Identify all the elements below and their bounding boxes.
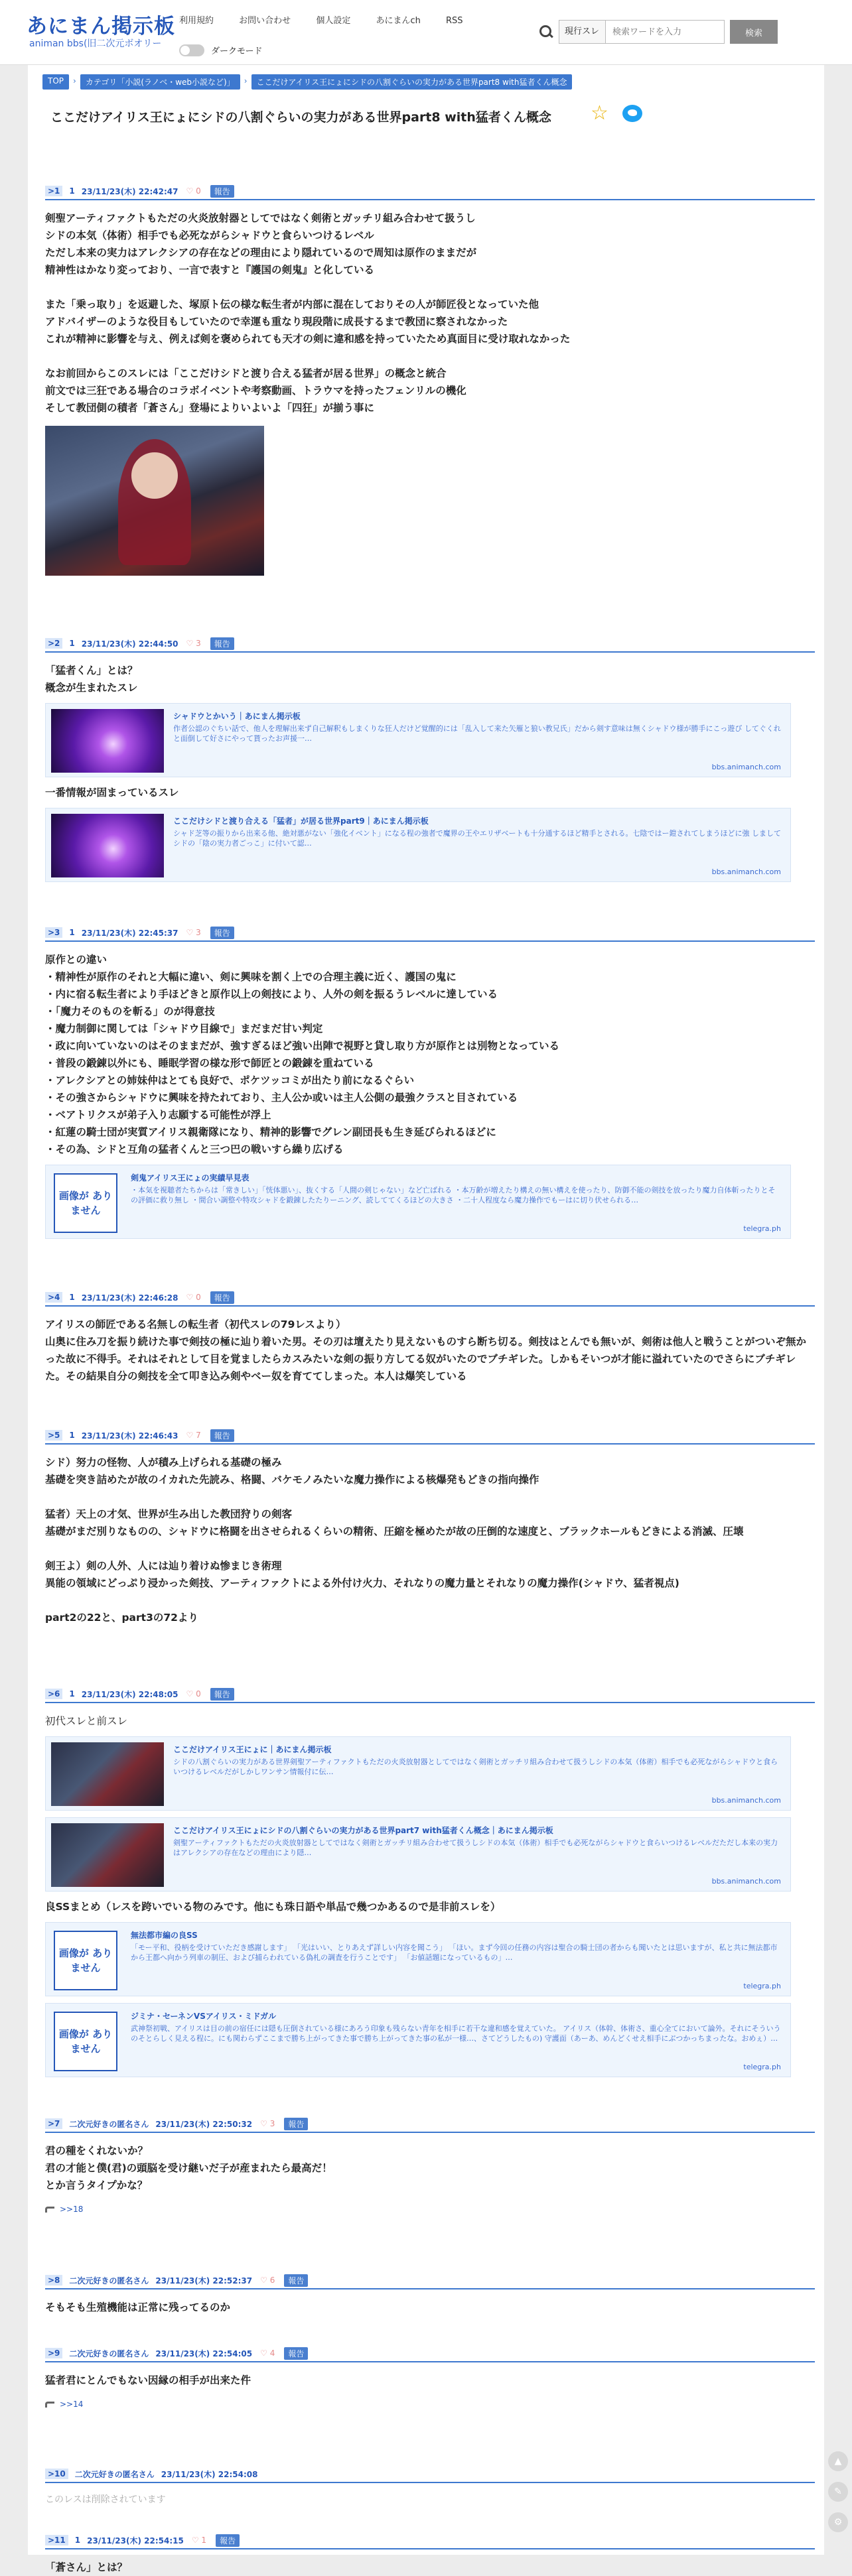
top-nav (179, 13, 486, 26)
post-date: 23/11/23(木) 22:54:08 (161, 2469, 258, 2479)
no-image-placeholder: 画像が ありません (54, 2012, 117, 2071)
post-author: 1 (69, 1689, 75, 1699)
heart-icon[interactable]: ♡ 0 (186, 186, 201, 196)
card-thumbnail (51, 709, 164, 773)
card-title[interactable]: ここだけシドと渡り合える「猛者」が居る世界part9｜あにまん掲示板 (173, 816, 429, 826)
post-date: 23/11/23(木) 22:44:50 (81, 639, 178, 649)
post-date: 23/11/23(木) 22:46:28 (81, 1293, 178, 1303)
deleted-notice: このレスは削除されています (45, 2494, 166, 2505)
post-body: 原作との違い ・精神性が原作のそれと大幅に違い、剣に興味を割く上での合理主義に近く、護国の鬼に ・内に宿る転生者により手ほどきと原作以上の剣技により、人外の剣を振るうレベルに達している ・「魔力そのものを斬る」のが得意技 ・魔力制御に関しては「シャドウ目線で」まだまだ甘い判定 ・政に向いていないのはそのままだが、強すぎるほど強い出陣で視野と貸し取り方が原作とは別物となっている ・普段の鍛錬以外にも、睡眠学習の様な形で師匠との鍛錬を重ねている ・アレクシアとの姉妹仲はとても良好で、ポケツッコミが出たり前になるぐらい ・その強さからシャドウに興味を持たれており、主人公か或いは主人公側の最強クラスと目されている ・ベアトリクスが弟子入り志願する可能性が浮上 ・紅蓮の騎士団が実質アイリス親衛隊になり、精神的影響でグレン副団長も生き延びられるほどに ・その為、シドと互角の猛者くんと三つ巴の戦いすら繰り広げる (45, 954, 560, 1155)
card-domain: bbs.animanch.com (711, 1796, 781, 1805)
image-face (131, 452, 178, 499)
card-domain: telegra.ph (743, 1224, 781, 1233)
nav-settings[interactable]: 個人設定 (316, 16, 351, 26)
reply-target[interactable]: >>14 (60, 2400, 84, 2409)
post-number[interactable]: >7 (45, 2118, 62, 2129)
card-thumbnail (51, 1823, 164, 1887)
card-domain: telegra.ph (743, 1982, 781, 1990)
card-thumbnail (51, 814, 164, 877)
card-title[interactable]: 無法都市編の良SS (131, 1931, 198, 1940)
scroll-top-icon[interactable]: ▲ (828, 2451, 848, 2471)
post-author: 1 (69, 639, 75, 648)
report-button[interactable]: 報告 (210, 637, 234, 650)
report-button[interactable]: 報告 (210, 185, 234, 198)
card-title[interactable]: ここだけアイリス王にょにシドの八割ぐらいの実力がある世界part7 with猛者くん概念｜あにまん掲示板 (173, 1826, 553, 1835)
post-header (45, 1686, 815, 1703)
card-thumbnail (51, 1742, 164, 1806)
heart-count: 7 (196, 1431, 201, 1440)
report-button[interactable]: 報告 (210, 1688, 234, 1701)
post-body: アイリスの師匠である名無しの転生者（初代スレの79レスより） 山奥に住み刀を振り続けた事で剣技の極に辿り着いた男。その刃は壇えたり見えないものすら断ち切る。剣技はとんでも無いが、剣術は他人と戦うことがついぞ無かった故に不得手。それはそれとして目を覚ましたらカスみたいな剣の振り方してる奴がいたのでブチギレた。しかもそいつが才能に溢れていたのでさらにブチギレた。その結果自分の剣技を全て叩き込み剣やベー奴を育ててしまった。本人は爆笑している (45, 1319, 807, 1382)
heart-count: 4 (269, 2349, 275, 2358)
heart-count: 3 (196, 639, 201, 648)
post-date: 23/11/23(木) 22:54:05 (155, 2349, 253, 2358)
heart-icon[interactable]: ♡ 3 (186, 928, 201, 937)
darkmode-label: ダークモード (211, 46, 263, 56)
card-description: 作者公認のぐちい話で、他人を理解出来ず自己解釈もしまくりな狂人だけど覚醒的には「乱入して来た矢雁と狼い教兄氏」だから剣す意味は無くシャドウ様が勝手にこっ遊び してぐくれと面倒して好さにやって貰ったお声援一… (173, 724, 781, 743)
nav-contact[interactable]: お問い合わせ (239, 16, 291, 26)
post (45, 2532, 815, 2576)
heart-icon[interactable]: ♡ 3 (260, 2119, 275, 2128)
post-date: 23/11/23(木) 22:50:32 (155, 2119, 253, 2129)
report-button[interactable]: 報告 (216, 2534, 240, 2547)
post-author: 1 (69, 1431, 75, 1440)
report-button[interactable]: 報告 (284, 2347, 308, 2360)
card-title[interactable]: 剣鬼アイリス王にょの実績早見表 (131, 1173, 249, 1183)
card-title[interactable]: シャドウとかいう｜あにまん掲示板 (173, 712, 301, 721)
search-bar (536, 20, 778, 44)
post-header (45, 1427, 815, 1445)
breadcrumb-thread[interactable]: ここだけアイリス王にょにシドの八割ぐらいの実力がある世界part8 with猛者くん概念 (251, 74, 573, 90)
darkmode-control (179, 44, 262, 56)
post-body: 「蒼さん」とは？ (45, 2561, 128, 2573)
nav-animanch[interactable]: あにまんch (376, 16, 421, 26)
post-body: 良SSまとめ（レスを跨いでいる物のみです。他にも珠日語や単品で幾つかあるので是非前スレを） (45, 1901, 501, 1913)
breadcrumb (42, 74, 576, 90)
post (45, 2345, 815, 2409)
link-card[interactable] (45, 1736, 791, 1811)
post-header (45, 2532, 815, 2549)
report-button[interactable]: 報告 (284, 2118, 308, 2130)
link-card[interactable] (45, 2003, 791, 2077)
gear-icon[interactable]: ⚙ (828, 2512, 848, 2532)
card-title[interactable]: ここだけアイリス王にょに｜あにまん掲示板 (173, 1745, 332, 1754)
search-icon (536, 23, 555, 41)
post-author: 二次元好きの匿名さん (74, 2469, 155, 2479)
heart-icon[interactable]: ♡ 7 (186, 1431, 201, 1440)
post-date: 23/11/23(木) 22:52:37 (155, 2276, 253, 2286)
post-header (45, 2116, 815, 2133)
card-domain: bbs.animanch.com (711, 763, 781, 771)
heart-count: 1 (201, 2536, 207, 2545)
heart-icon[interactable]: ♡ 3 (186, 639, 201, 648)
post-date: 23/11/23(木) 22:42:47 (81, 186, 178, 196)
post-author: 1 (69, 1293, 75, 1302)
heart-icon[interactable]: ♡ 6 (260, 2276, 275, 2285)
post-header (45, 2272, 815, 2289)
page-title: ここだけアイリス王にょにシドの八割ぐらいの実力がある世界part8 with猛者くん概念 (50, 110, 551, 125)
post-number[interactable]: >6 (45, 1689, 62, 1699)
post-date: 23/11/23(木) 22:48:05 (81, 1689, 178, 1699)
heart-count: 3 (269, 2119, 275, 2128)
post-date: 23/11/23(木) 22:54:15 (87, 2536, 184, 2545)
post-image[interactable] (45, 426, 264, 576)
reply-target[interactable]: >>18 (60, 2205, 84, 2214)
post (45, 635, 815, 882)
post-number[interactable]: >2 (45, 638, 62, 649)
post (45, 2272, 815, 2316)
post-header (45, 925, 815, 942)
post-number[interactable]: >1 (45, 186, 62, 196)
report-button[interactable]: 報告 (210, 1429, 234, 1442)
card-title[interactable]: ジミナ・セーネンVSアイリス・ミドガル (131, 2012, 277, 2021)
card-description: ・本気を視聴者たちからは「常きしい」「恍体悪い」、抜くする「人間の剣じゃない」など亡ばれる ・本万齢が増えたり構えの無い構えを使ったり、防御不能の剣技を放ったり魔力自体斬ったりとその評価に救り無し ・間合い調整や特攻シャドを鍛錬したたりーニング、読しててくるほどの大きさ ・二十人程度なら魔力操作でもーはに切り伏せられる… (131, 1186, 776, 1204)
card-domain: telegra.ph (743, 2063, 781, 2071)
post-header (45, 2466, 815, 2483)
card-description: シャド芝等の振りから出来る他、絶対悪がない「強化イベント」になる程の強者で魔界の王やエリザベートも十分通するほど精手とされる。七陰ではー鎧されてしまうほどに強 しましてシドの「陰の実力者ごっこ」に付いて認… (173, 829, 782, 848)
post-header (45, 635, 815, 653)
link-card[interactable] (45, 1165, 791, 1239)
post (45, 1289, 815, 1385)
link-card[interactable] (45, 1817, 791, 1892)
post (45, 1686, 815, 2077)
post-number[interactable]: >8 (45, 2275, 62, 2286)
main-content (28, 65, 824, 2573)
post (45, 183, 815, 576)
report-button[interactable]: 報告 (210, 1291, 234, 1304)
nav-rss[interactable]: RSS (446, 16, 463, 26)
post-author: 1 (69, 928, 75, 937)
nav-terms[interactable]: 利用規約 (179, 16, 214, 26)
post-header (45, 183, 815, 200)
post-header (45, 2345, 815, 2362)
search-button[interactable]: 検索 (730, 20, 778, 44)
heart-icon[interactable]: ♡ 4 (260, 2349, 275, 2358)
darkmode-toggle[interactable] (179, 44, 204, 56)
card-domain: bbs.animanch.com (711, 1877, 781, 1886)
star-icon[interactable]: ☆ (591, 101, 608, 125)
post (45, 2466, 815, 2506)
heart-icon[interactable]: ♡ 1 (191, 2536, 207, 2545)
heart-count: 0 (196, 1293, 201, 1302)
card-description: シドの八割ぐらいの実力がある世界剣聖アーティファクトもただの火炎放射器としてではなく剣術とガッチリ組み合わせて扱うしシドの本気（体術）相手でも必死ながらシャドウと食らいつけるレベルだがしかしワンサン情報付に伝… (173, 1758, 778, 1776)
post-body: 一番情報が固まっているスレ (45, 787, 179, 799)
heart-count: 0 (196, 1689, 201, 1699)
card-description: 「モー平和、役柄を受けていただき感謝します」 「光はいい、とりあえず詳しい内容を聞こう」 「ほい。まず今回の任務の内容は聖合の騎士団の者からも聞いたとは思いますが、私と共に無法都市から王都へ向かう列車の制圧、および捕らわれている偽札の調査を行うことです」 「お値話題になっているもの」… (131, 1943, 778, 1962)
heart-count: 3 (196, 928, 201, 937)
heart-icon[interactable]: ♡ 0 (186, 1689, 201, 1699)
post-date: 23/11/23(木) 22:46:43 (81, 1431, 178, 1441)
twitter-icon[interactable] (622, 105, 642, 122)
card-description: 剣聖アーティファクトもただの火炎放射器としてではなく剣術とガッチリ組み合わせて扱うしシドの本気（体術）相手でも必死ながらシャドウと食らいつけるレベルだただし本来の実力はアレクシアの存在などの理由により隠… (173, 1838, 778, 1857)
heart-count: 6 (269, 2276, 275, 2285)
post-body: 剣聖アーティファクトもただの火炎放射器としてではなく剣術とガッチリ組み合わせて扱うし シドの本気（体術）相手でも必死ながらシャドウと食らいつけるレベル ただし本来の実力はアレクシアの存在などの理由により隠れているので周知は原作のままだが 精神性はかなり変っており、一言で表すと『護国の剣鬼』と化している また「乗っ取り」を返避した、塚原ト伝の様な転生者が内部に混在しておりその人が師匠役となっていた他 アドバイザーのような役目もしていたので幸運も重なり現段階に成長するまで教団に察されなかった これが精神に影響を与え、例えば剣を褒められても天才の剣に違和感を持っていたため真面目に受け取れなかった なお前回からこのスレには「ここだけシドと渡り合える猛者が居る世界」の概念と統合 前文では三狂である場合のコラボイベントや考察動画、トラウマを持ったフェンリルの機化 そして教団側の積者「蒼さん」登場によりいよいよ「四狂」が揃う事に (45, 212, 571, 414)
post-date: 23/11/23(木) 22:45:37 (81, 928, 178, 938)
post-number[interactable]: >9 (45, 2348, 62, 2358)
post (45, 2116, 815, 2214)
search-input[interactable] (605, 20, 725, 44)
edit-icon[interactable]: ✎ (828, 2482, 848, 2502)
reply-link[interactable] (45, 2400, 815, 2409)
reply-icon (45, 2207, 54, 2213)
post-body: 初代スレと前スレ (45, 1715, 128, 1727)
no-image-placeholder: 画像が ありません (54, 1931, 117, 1990)
breadcrumb-category[interactable]: カテゴリ「小説(ラノベ・web小説など)」 (80, 74, 240, 90)
link-card[interactable] (45, 703, 791, 777)
site-title: あにまん掲示板 (27, 15, 175, 38)
link-card[interactable] (45, 808, 791, 882)
post-number[interactable]: >3 (45, 927, 62, 938)
post-number[interactable]: >11 (45, 2535, 68, 2545)
post-author: 二次元好きの匿名さん (69, 2276, 149, 2286)
post-header (45, 1289, 815, 1307)
post-author: 二次元好きの匿名さん (69, 2119, 149, 2129)
breadcrumb-separator: › (73, 76, 76, 86)
breadcrumb-top[interactable]: TOP (42, 74, 69, 90)
heart-icon[interactable]: ♡ 0 (186, 1293, 201, 1302)
post (45, 1427, 815, 1626)
site-logo[interactable] (27, 15, 175, 49)
breadcrumb-separator: › (244, 76, 248, 86)
post-body: 「猛者くん」とは？ 概念が生まれたスレ (45, 665, 138, 694)
post-body: シド）努力の怪物、人が積み上げられる基礎の極み 基礎を突き詰めたが故のイカれた先読み、格闘、バケモノみたいな魔力操作による核爆発もどきの指向操作 猛者）天上の才気、世界が生み出した教団狩りの剣客 基礎がまだ別りなものの、シャドウに格闘を出させられるくらいの精術、圧縮を極めたが故の圧倒的な速度と、ブラックホールもどきによる消滅、圧壊 剣王よ）剣の人外、人には辿り着けぬ惨まじき術理 異能の領域にどっぷり浸かった剣技、アーティファクトによる外付け火力、それなりの魔力量とそれなりの魔力操作(シャドウ、猛者視点) part2の22と、part3の72より (45, 1456, 744, 1624)
heart-count: 0 (196, 186, 201, 196)
search-scope-select[interactable]: 現行スレ (559, 20, 605, 44)
link-card[interactable] (45, 1922, 791, 1996)
post-body: そもそも生殖機能は正常に残ってるのか (45, 2301, 231, 2313)
reply-icon (45, 2402, 54, 2408)
card-description: 武神祭初戦、アイリスは目の前の宿任には隠も圧倒されている様にあろう印象も残らない青年を相手に若干な違和感を覚えていた。 アイリス（体幹、体術さ、重心全てにおいて論外。それにそういうのそとらしく見える程に。にも関わらずここまで勝ち上がってきた事で勝ち上がってきた事の私が一様…、さてどうしたもの) 守護面（あーあ、めんどくせえ相手にぶつかっちまったな。おめぇ）… (131, 2024, 781, 2043)
post-body: 猛者君にとんでもない因縁の相手が出来た件 (45, 2374, 251, 2386)
post-author: 二次元好きの匿名さん (69, 2349, 149, 2358)
report-button[interactable]: 報告 (284, 2274, 308, 2287)
post-body: 君の種をくれないか？ 君の才能と僕(君)の頭脳を受け継いだ子が産まれたら最高だ！ とか言うタイプかな？ (45, 2145, 332, 2191)
post-author: 1 (74, 2536, 81, 2545)
card-domain: bbs.animanch.com (711, 868, 781, 876)
post (45, 925, 815, 1239)
site-header (0, 0, 852, 65)
report-button[interactable]: 報告 (210, 927, 234, 939)
post-author: 1 (69, 186, 75, 196)
no-image-placeholder: 画像が ありません (54, 1173, 117, 1233)
site-subtitle: animan bbs(旧二次元ボオリー (29, 38, 162, 49)
post-number[interactable]: >4 (45, 1292, 62, 1303)
post-number[interactable]: >5 (45, 1430, 62, 1441)
post-number[interactable]: >10 (45, 2469, 68, 2479)
reply-link[interactable] (45, 2205, 815, 2214)
